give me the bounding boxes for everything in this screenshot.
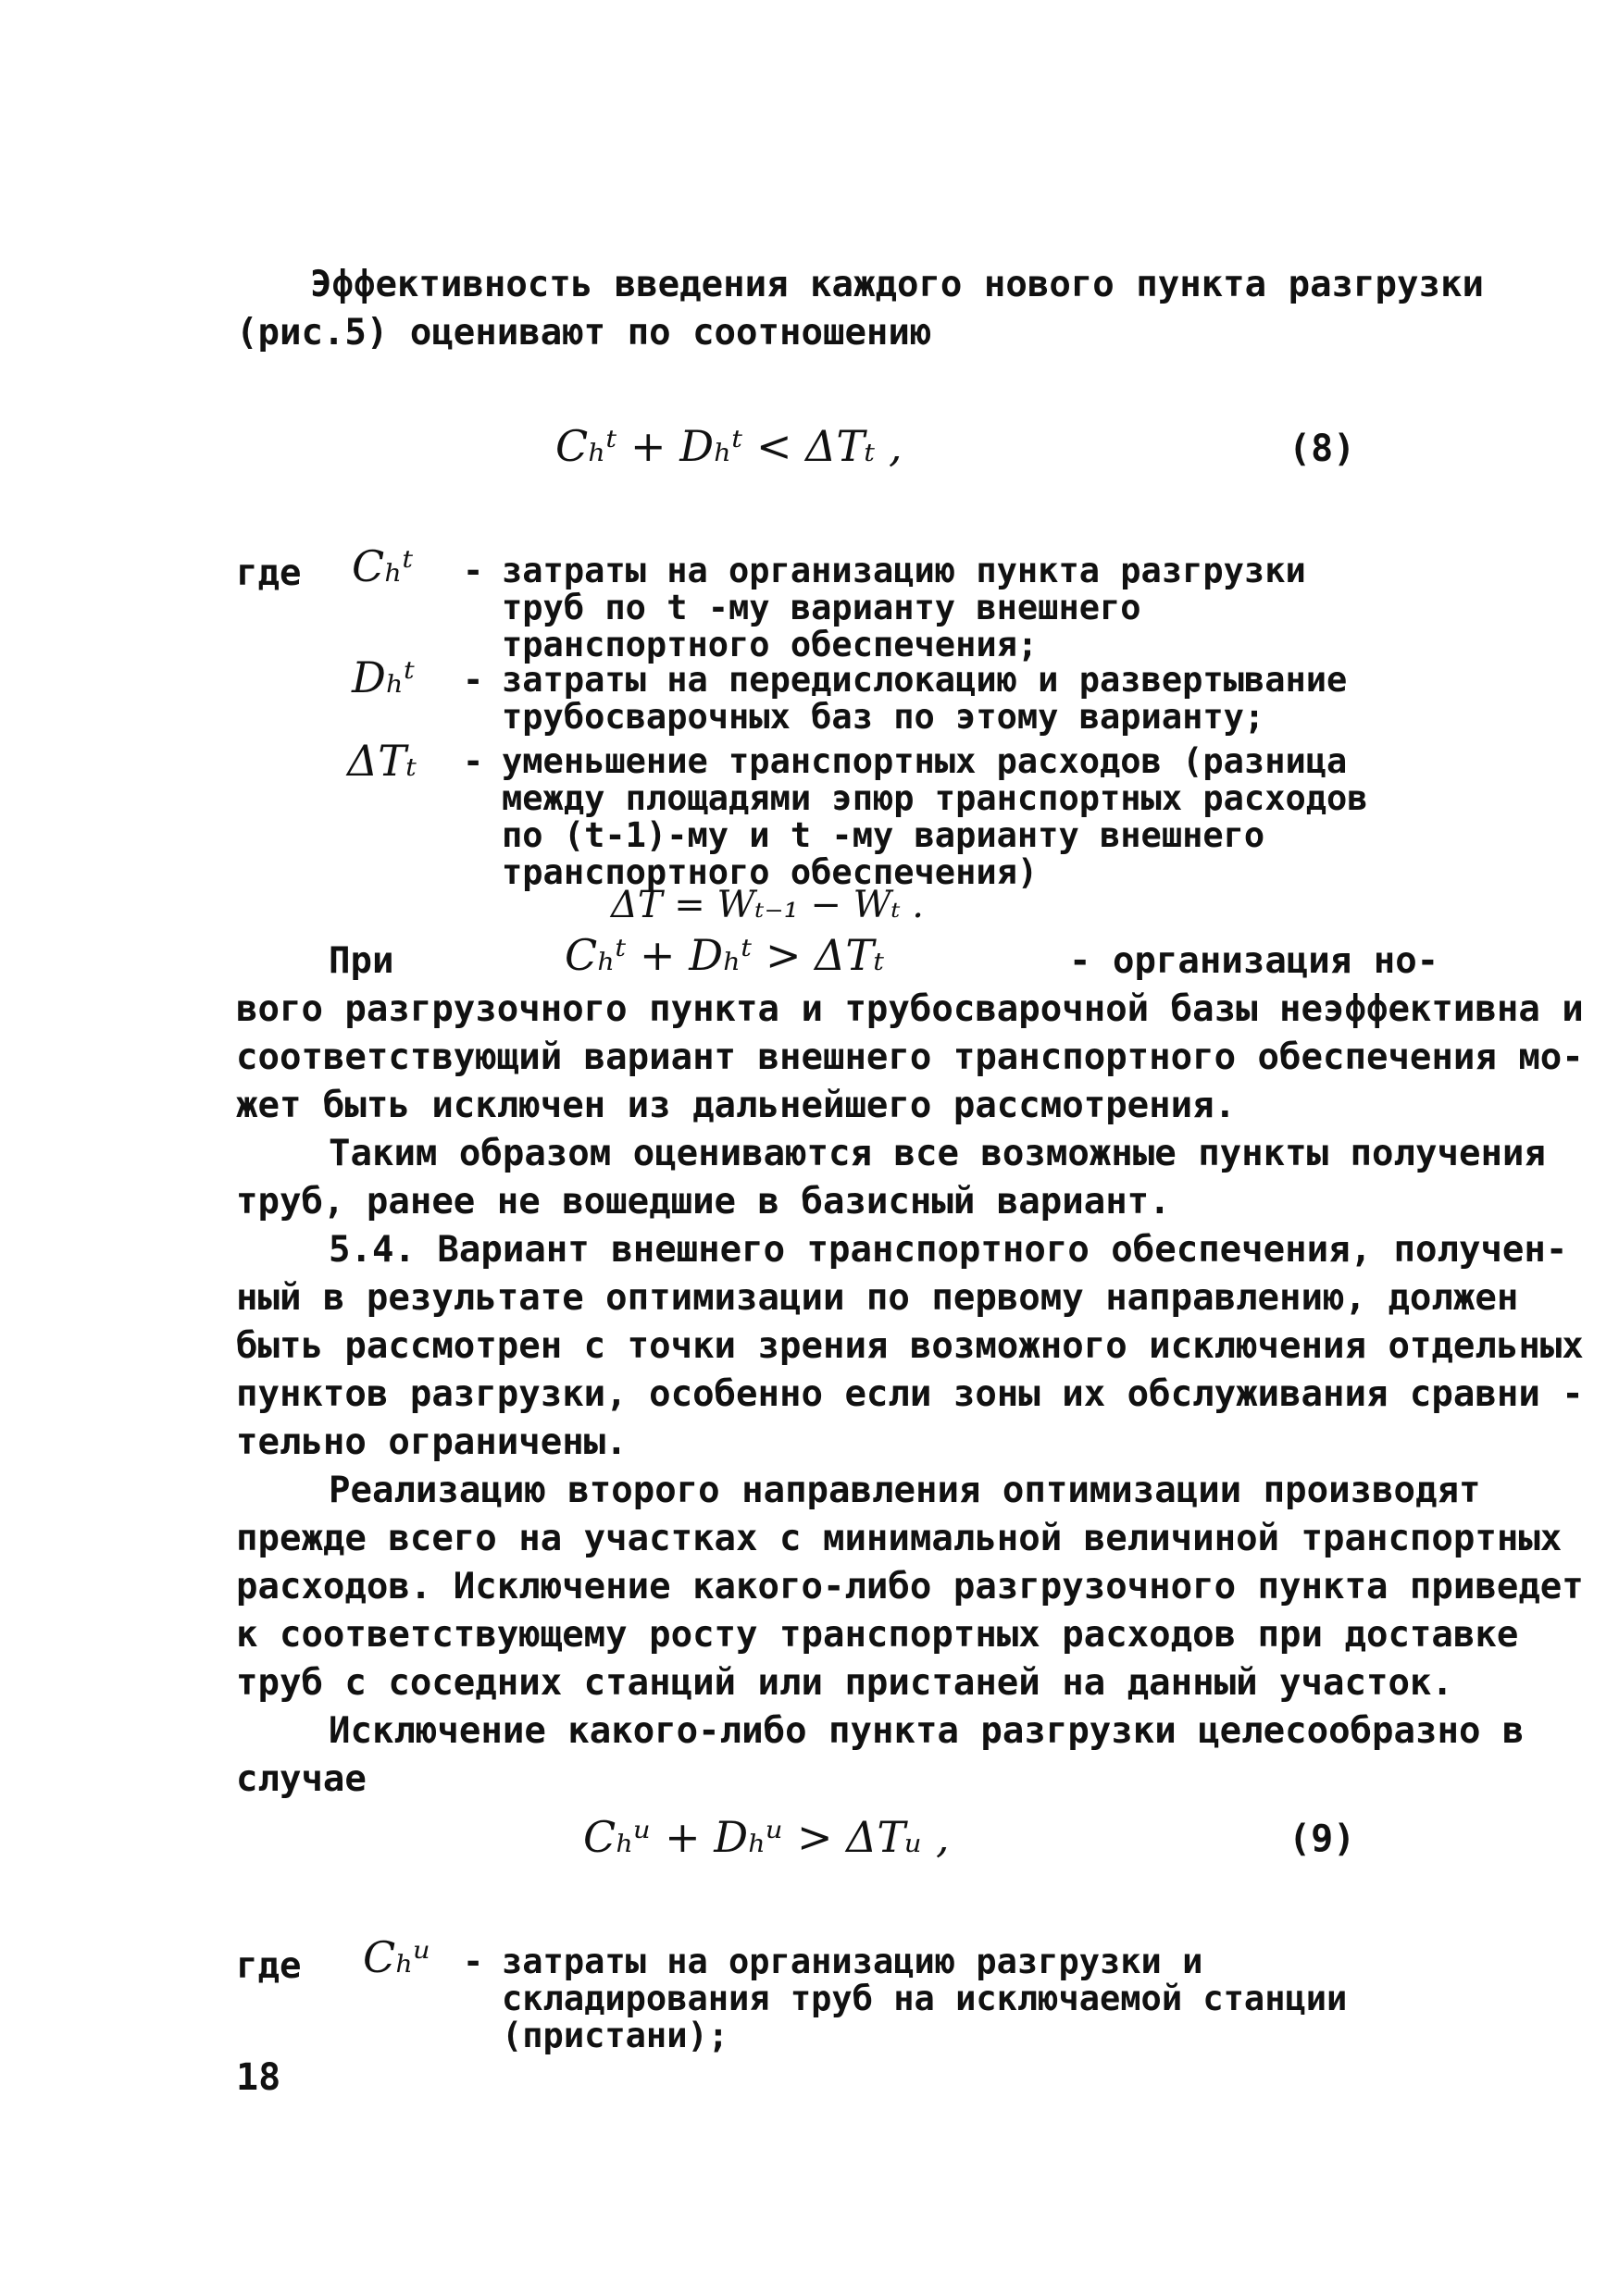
symbol-c-h-u: Cₕᵘ bbox=[363, 1932, 431, 1982]
symbol-c-h-t: Cₕᵗ bbox=[352, 541, 414, 591]
para-54-line-2: ный в результате оптимизации по первому направлению, должен bbox=[236, 1277, 1519, 1319]
para-real-line-2: прежде всего на участках с минимальной величиной транспортных bbox=[236, 1518, 1563, 1559]
definition-dash: - bbox=[463, 660, 484, 700]
definition-c-h-u bbox=[463, 1943, 1407, 2054]
definition-dash: - bbox=[463, 1942, 484, 1981]
definition-delta-t-t bbox=[463, 743, 1407, 891]
definition-d-h-t bbox=[463, 662, 1407, 736]
where-label: где bbox=[236, 552, 302, 594]
condition-tail: - организация но- bbox=[1069, 940, 1439, 982]
para-real-line-3: расходов. Исключение какого-либо разгрузочного пункта приведет bbox=[236, 1566, 1584, 1607]
intro-line-1: Эффективность введения каждого нового пункта разгрузки bbox=[310, 264, 1484, 305]
para-54-line-1: 5.4. Вариант внешнего транспортного обеспечения, получен- bbox=[329, 1229, 1568, 1271]
para-tak-line-2: труб, ранее не вошедшие в базисный вариант. bbox=[236, 1181, 1171, 1222]
page-number: 18 bbox=[236, 2056, 281, 2099]
definition-text: затраты на передислокацию и развертывание трубосварочных баз по этому варианту; bbox=[502, 660, 1348, 737]
formula-9: Cₕᵘ + Dₕᵘ > ΔTᵤ , bbox=[583, 1812, 950, 1862]
para-cond-line-2: соответствующий вариант внешнего транспортного обеспечения мо- bbox=[236, 1036, 1584, 1078]
para-tak-line-1: Таким образом оцениваются все возможные пункты получения bbox=[329, 1133, 1546, 1174]
definition-text: затраты на организацию пункта разгрузки труб по t -му варианту внешнего транспортного обеспечения; bbox=[502, 551, 1306, 664]
definition-dash: - bbox=[463, 741, 484, 781]
condition-formula: Cₕᵗ + Dₕᵗ > ΔTₜ bbox=[565, 930, 885, 980]
para-real-line-5: труб с соседних станций или пристаней на данный участок. bbox=[236, 1662, 1453, 1704]
intro-line-2: (рис.5) оценивают по соотношению bbox=[236, 312, 932, 354]
para-cond-line-3: жет быть исключен из дальнейшего рассмотрения. bbox=[236, 1085, 1237, 1126]
equation-number-9: (9) bbox=[1289, 1818, 1356, 1860]
para-iskl-line-2: случае bbox=[236, 1758, 367, 1800]
definition-c-h-t bbox=[463, 552, 1407, 664]
symbol-d-h-t: Dₕᵗ bbox=[352, 652, 416, 702]
para-real-line-1: Реализацию второго направления оптимизации производят bbox=[329, 1470, 1481, 1511]
definition-text: уменьшение транспортных расходов (разница между площадями эпюр транспортных расходов по (t-1)-му и t -му варианту внешнего транспортного обеспечения) bbox=[502, 741, 1368, 892]
symbol-delta-t-t: ΔTₜ bbox=[347, 736, 417, 786]
para-cond-line-1: вого разгрузочного пункта и трубосварочной базы неэффективна и bbox=[236, 988, 1584, 1030]
definition-dash: - bbox=[463, 551, 484, 590]
para-real-line-4: к соответствующему росту транспортных расходов при доставке bbox=[236, 1614, 1519, 1656]
para-54-line-5: тельно ограничены. bbox=[236, 1421, 628, 1463]
definition-text: затраты на организацию разгрузки и складирования труб на исключаемой станции (пристани); bbox=[502, 1942, 1348, 2055]
where-label-9: где bbox=[236, 1945, 302, 1987]
equation-number-8: (8) bbox=[1289, 428, 1356, 470]
delta-t-formula: ΔT = Wₜ₋₁ − Wₜ . bbox=[611, 884, 924, 926]
para-54-line-3: быть рассмотрен с точки зрения возможного исключения отдельных bbox=[236, 1325, 1584, 1367]
formula-8: Cₕᵗ + Dₕᵗ < ΔTₜ , bbox=[555, 421, 903, 471]
condition-word: При bbox=[329, 940, 394, 982]
para-iskl-line-1: Исключение какого-либо пункта разгрузки целесообразно в bbox=[329, 1710, 1525, 1752]
para-54-line-4: пунктов разгрузки, особенно если зоны их обслуживания сравни - bbox=[236, 1373, 1584, 1415]
